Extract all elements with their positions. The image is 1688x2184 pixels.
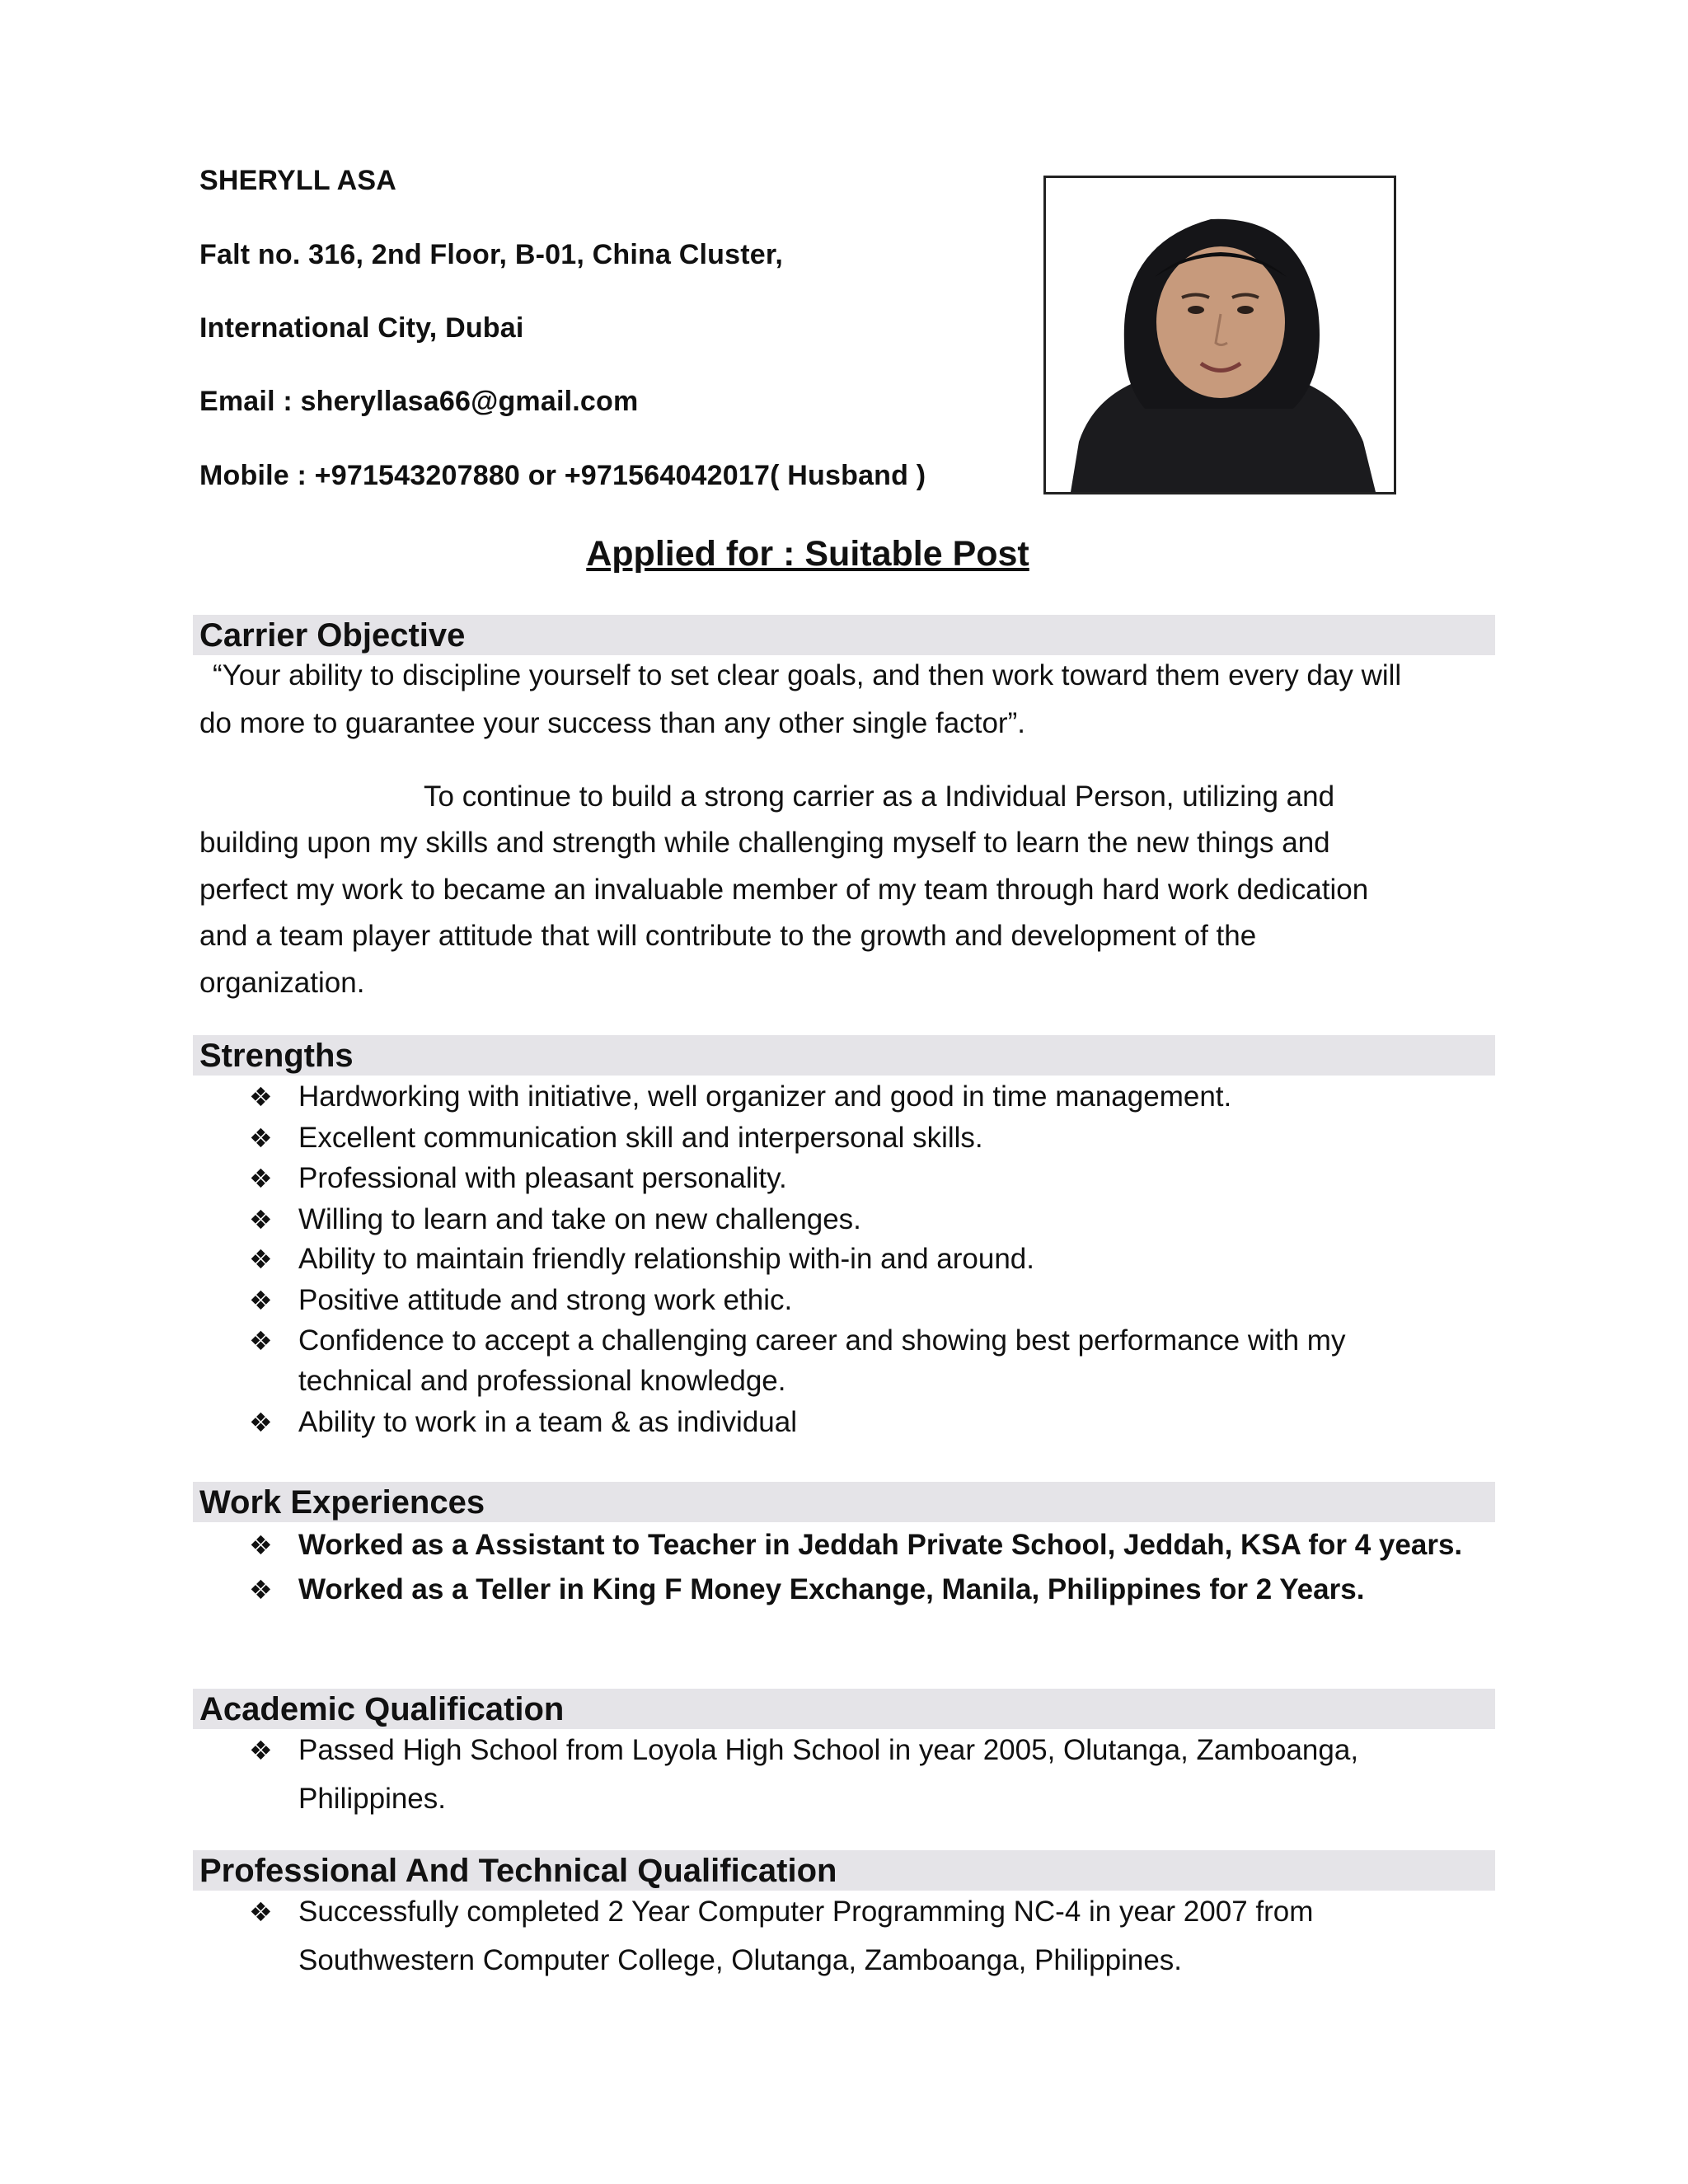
- diamond-bullet-icon: ❖: [249, 1326, 273, 1356]
- diamond-bullet-icon: ❖: [249, 1205, 273, 1235]
- address-line-2: International City, Dubai: [199, 312, 524, 344]
- diamond-bullet-icon: ❖: [249, 1575, 273, 1605]
- person-silhouette-icon: [1046, 178, 1394, 492]
- resume-page: SHERYLL ASA Falt no. 316, 2nd Floor, B-01, China Cluster, International City, Dubai Email : sheryllasa66@gmail.com Mobile : +971543207880 or +971564042017( Husband ) Applied for : Suitable Post Carrier Objective “Your ability to discipline yourself to set clear goals, and then work toward them every day will do more to guarantee your success than any other single factor”. To continue to build a strong carrier as a Individual Person, utilizing and building upon my skills and strength while challenging myself to learn the new things and perfect my work to became an invaluable member of my team through hard work dedication and a team player attitude that will contribute to the growth and development of the organization. Strengths ❖ Hardworking with initiative, well organizer and good in time management. ❖ Excellent communication skill and interpersonal skills. ❖ Professional with pleasant personality. ❖ Willing to learn and take on new challenges. ❖ Ability to maintain friendly relationship with-in and around. ❖ Positive attitude and strong work ethic. ❖ Confidence to accept a challenging career and showing best performance with my technical and professional knowledge. ❖ Ability to work in a team & as individual Work Experiences ❖ Worked as a Assistant to Teacher in Jeddah Private School, Jeddah, KSA for 4 years. ❖ Worked as a Teller in King F Money Exchange, Manila, Philippines for 2 Years. Academic Qualification ❖ Passed High School from Loyola High School in year 2005, Olutanga, Zamboanga, Philippines. Professional And Technical Qualification ❖ Successfully completed 2 Year Computer Programming NC-4 in year 2007 from Southwestern Computer College, Olutanga, Zamboanga, Philippines.: [0, 0, 1688, 2184]
- objective-quote-line-2: do more to guarantee your success than any other single factor”.: [199, 707, 1025, 739]
- diamond-bullet-icon: ❖: [249, 1082, 273, 1112]
- work-title: Work Experiences: [199, 1484, 485, 1521]
- academic-title: Academic Qualification: [199, 1691, 565, 1727]
- diamond-bullet-icon: ❖: [249, 1736, 273, 1765]
- objective-para-line-4: and a team player attitude that will contribute to the growth and development of the: [199, 920, 1257, 952]
- objective-section-header: [193, 615, 1495, 655]
- objective-para-line-5: organization.: [199, 967, 365, 999]
- applied-for-title: Applied for : Suitable Post: [586, 534, 1029, 574]
- objective-para-line-3: perfect my work to became an invaluable member of my team through hard work dedication: [199, 874, 1369, 906]
- objective-para-line-2: building upon my skills and strength while challenging myself to learn the new things and: [199, 827, 1330, 859]
- professional-title: Professional And Technical Qualification: [199, 1853, 837, 1889]
- diamond-bullet-icon: ❖: [249, 1897, 273, 1927]
- diamond-bullet-icon: ❖: [249, 1286, 273, 1315]
- strengths-title: Strengths: [199, 1038, 354, 1074]
- diamond-bullet-icon: ❖: [249, 1408, 273, 1437]
- diamond-bullet-icon: ❖: [249, 1244, 273, 1274]
- diamond-bullet-icon: ❖: [249, 1530, 273, 1560]
- professional-section-header: [193, 1850, 1495, 1891]
- candidate-name: SHERYLL ASA: [199, 165, 396, 196]
- objective-quote-line-1: “Your ability to discipline yourself to set clear goals, and then work toward them every day will: [213, 659, 1402, 691]
- objective-title: Carrier Objective: [199, 617, 466, 654]
- academic-section-header: [193, 1689, 1495, 1729]
- objective-para-line-1: To continue to build a strong carrier as a Individual Person, utilizing and: [424, 780, 1335, 813]
- work-section-header: [193, 1482, 1495, 1522]
- diamond-bullet-icon: ❖: [249, 1123, 273, 1153]
- strengths-section-header: [193, 1035, 1495, 1076]
- diamond-bullet-icon: ❖: [249, 1164, 273, 1193]
- mobile-line: Mobile : +971543207880 or +971564042017( Husband ): [199, 460, 926, 491]
- email-line: Email : sheryllasa66@gmail.com: [199, 386, 639, 417]
- address-line-1: Falt no. 316, 2nd Floor, B-01, China Cluster,: [199, 239, 784, 270]
- profile-photo: [1043, 176, 1396, 494]
